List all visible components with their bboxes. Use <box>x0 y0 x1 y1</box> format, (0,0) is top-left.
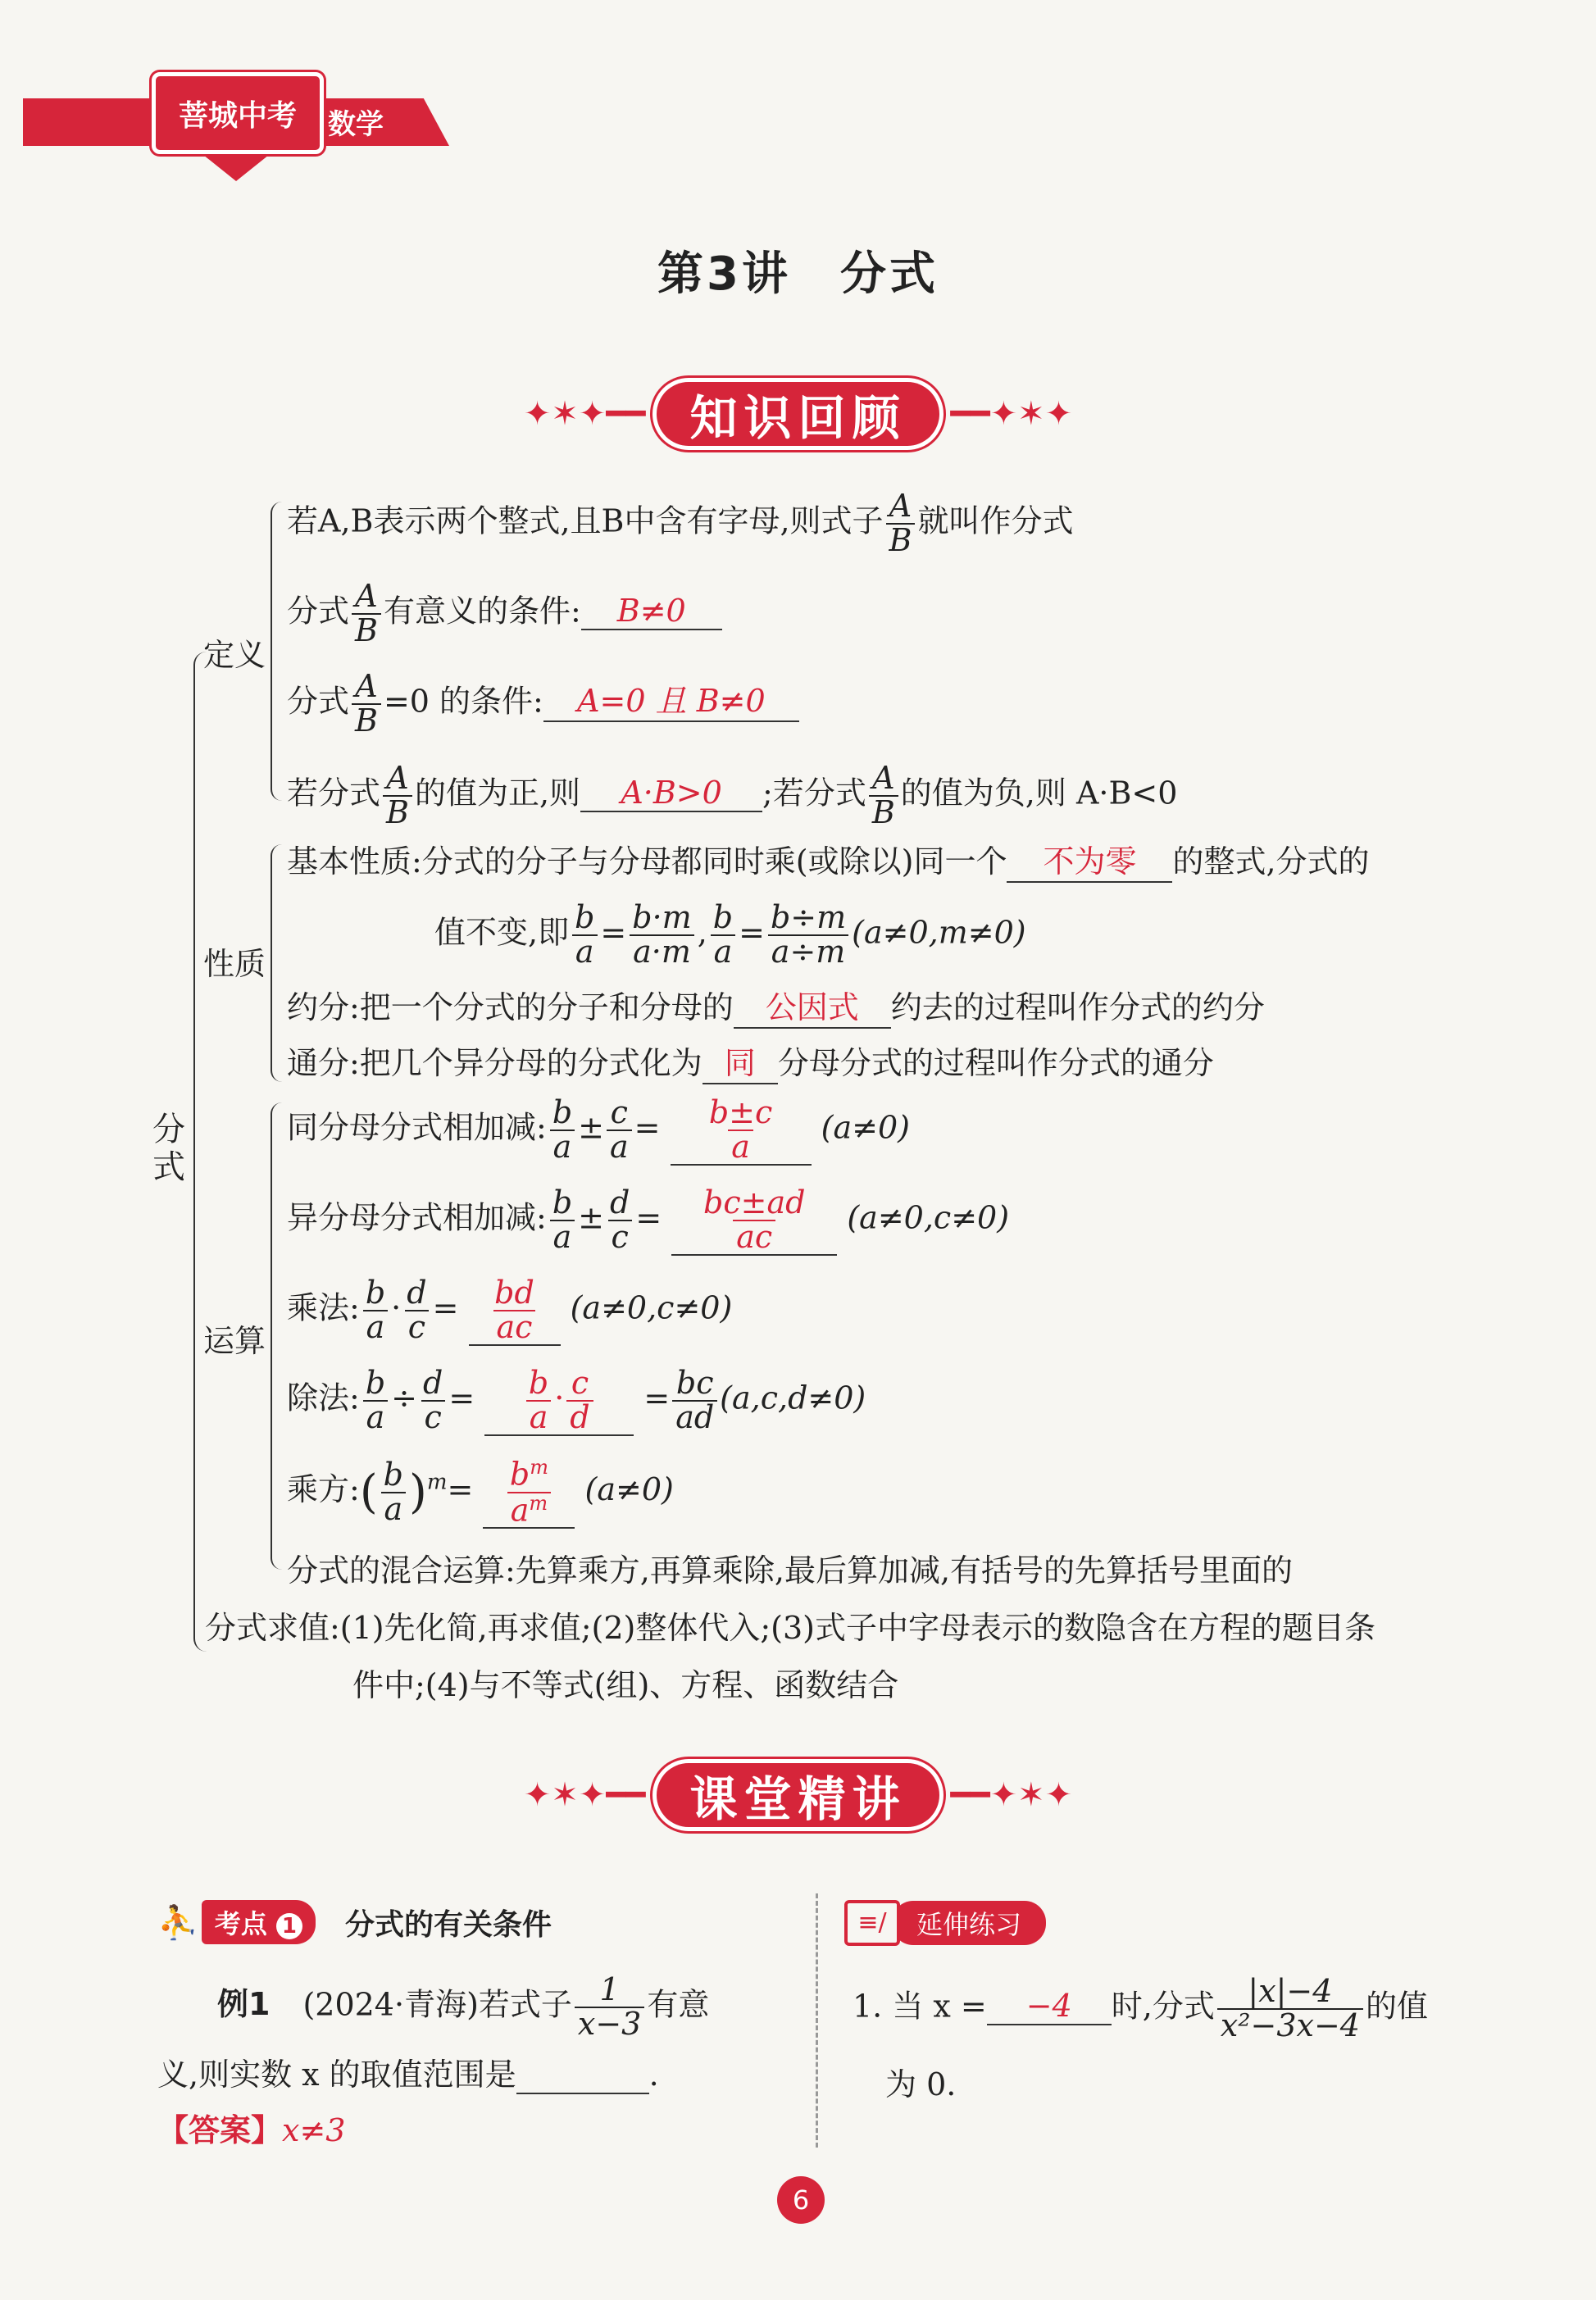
brand-logo: 菩城中考 <box>152 72 324 154</box>
practice-line-1: 1. 当 x = −4 时,分式 $\frac{|x|-4}{\text{x²−3x−4}}$ 的值 <box>853 1973 1429 2043</box>
example-line-1: 例1 (2024·青海)若式子 $\frac{1}{x-3}$ 有意 <box>217 1971 710 2042</box>
star-decoration-icon: ✦✶✦━━ <box>523 1776 646 1814</box>
extension-badge: 延伸练习 <box>892 1901 1046 1945</box>
property-label: 性质 <box>203 946 266 982</box>
definition-brace <box>271 502 282 801</box>
prop-line-4: 通分:把几个异分母的分式化为 同 分母分式的过程叫作分式的通分 <box>287 1038 1214 1084</box>
page-number: 6 <box>777 2176 825 2224</box>
kaodian-badge: 考点 1 <box>202 1900 316 1944</box>
extension-tag <box>844 1900 1046 1946</box>
root-label: 分式 <box>152 1111 185 1186</box>
def-line-3: 分式 $\frac{A}{B}$ =0 的条件: A=0 且 B≠0 <box>287 670 799 738</box>
star-decoration-icon: ━━✦✶✦ <box>950 1776 1073 1814</box>
prop-line-2: 值不变,即 $\frac{b}{a}$ = $\frac{b\cdot m}{a\cdot m}$ , $\frac{b}{a}$ = $\frac{b\div m}{a\div m}$ (a≠0,m≠0) <box>434 899 1026 970</box>
op-line-6: 分式的混合运算:先算乘方,再算乘除,最后算加减,有括号的先算括号里面的 <box>287 1552 1294 1589</box>
operation-brace <box>271 1102 282 1570</box>
banner-pill <box>657 1763 939 1827</box>
star-decoration-icon: ✦✶✦━━ <box>523 395 646 433</box>
section-banner-lecture <box>0 1758 1596 1832</box>
example-line-2: 义,则实数 x 的取值范围是 . <box>157 2057 659 2093</box>
topic-title: 分式的有关条件 <box>344 1907 552 1942</box>
section-banner-review <box>0 377 1596 451</box>
star-decoration-icon: ━━✦✶✦ <box>950 395 1073 433</box>
answer-line: 【答案】x≠3 <box>157 2112 346 2148</box>
property-brace <box>271 844 282 1082</box>
op-line-4: 除法: $\frac{b}{a}$ ÷ $\frac{d}{c}$ = $\frac{b}{a}$ · $\frac{c}{d}$ = $\frac{bc}{ad}$ (a,c,d≠0) <box>287 1365 866 1435</box>
eval-line-2: 件中;(4)与不等式(组)、方程、函数结合 <box>352 1667 899 1703</box>
kaodian-tag <box>157 1900 552 1944</box>
op-line-1: 同分母分式相加减: $\frac{b}{a}$ ± $\frac{c}{a}$ = $\frac{b\pm c}{a}$ (a≠0) <box>287 1094 910 1165</box>
subject-label: 数学 <box>328 108 384 141</box>
definition-label: 定义 <box>203 637 266 673</box>
prop-line-1: 基本性质:分式的分子与分母都同时乘(或除以)同一个 不为零 的整式,分式的 <box>287 836 1370 883</box>
person-icon: ⛹ <box>157 1903 198 1942</box>
practice-line-2: 为 0. <box>885 2066 957 2102</box>
page-title: 第3讲 分式 <box>657 248 939 301</box>
root-brace <box>193 652 207 1652</box>
banner-text: 知识回顾 <box>689 390 907 446</box>
operation-label: 运算 <box>203 1323 266 1359</box>
op-line-3: 乘法: $\frac{b}{a}$ · $\frac{d}{c}$ = $\frac{bd}{ac}$ (a≠0,c≠0) <box>287 1275 733 1345</box>
op-line-2: 异分母分式相加减: $\frac{b}{a}$ ± $\frac{d}{c}$ = $\frac{bc\pm ad}{ac}$ (a≠0,c≠0) <box>287 1184 1010 1255</box>
column-divider <box>816 1893 818 2148</box>
notebook-icon: ≡/ <box>844 1900 900 1946</box>
kaodian-number: 1 <box>276 1913 302 1939</box>
banner-pill <box>657 382 939 446</box>
def-line-2: 分式 $\frac{A}{B}$ 有意义的条件: B≠0 <box>287 580 722 648</box>
op-line-5: 乘方:( $\frac{b}{a}$ )$^m$= $\frac{b^m}{a^m}$ (a≠0) <box>287 1456 674 1529</box>
banner-text: 课堂精讲 <box>689 1771 907 1827</box>
eval-line-1: 分式求值:(1)先化简,再求值;(2)整体代入;(3)式子中字母表示的数隐含在方程的题目条 <box>205 1610 1375 1646</box>
def-line-4: 若分式 $\frac{A}{B}$ 的值为正,则 A·B>0 ;若分式 $\frac{A}{B}$ 的值为负,则 A·B<0 <box>287 760 1178 830</box>
prop-line-3: 约分:把一个分式的分子和分母的 公因式 约去的过程叫作分式的约分 <box>287 982 1265 1029</box>
def-line-1: 若A,B表示两个整式,且B中含有字母,则式子 $\frac{A}{B}$ 就叫作分式 <box>287 488 1074 558</box>
